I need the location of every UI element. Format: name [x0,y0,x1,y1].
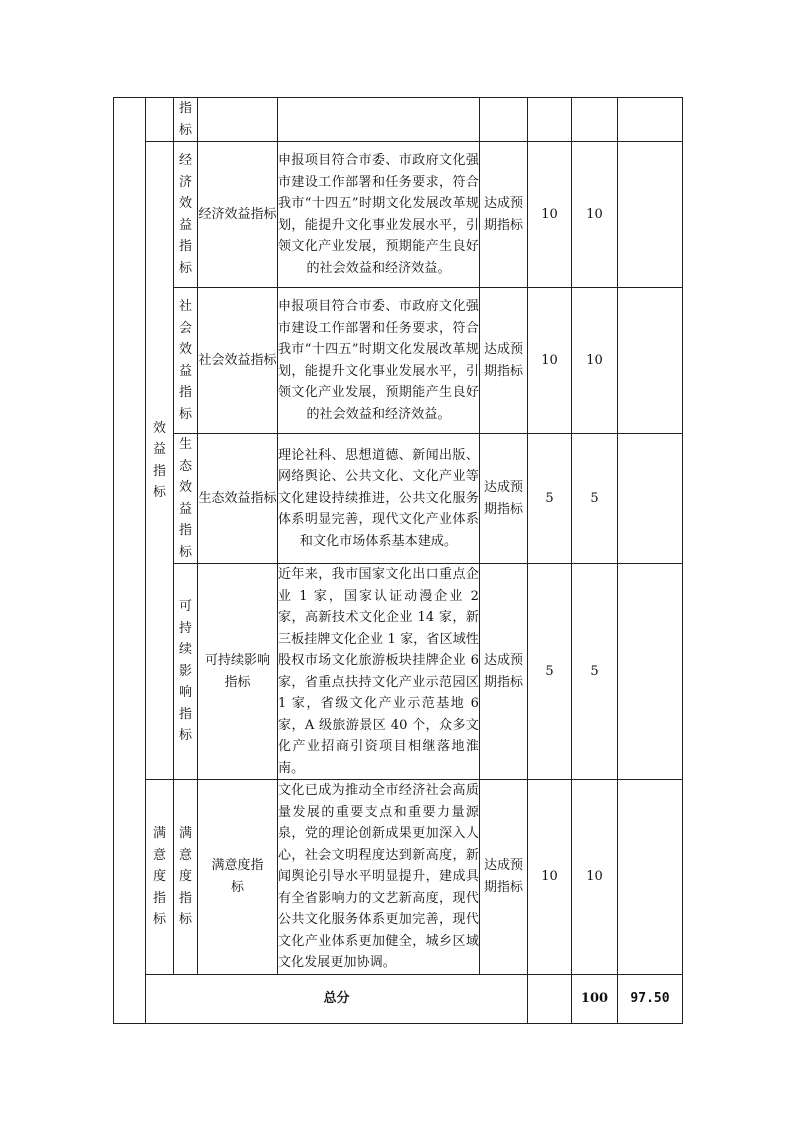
weight-cell: 10 [528,780,572,975]
table-row [114,98,683,142]
weight-cell [528,98,572,142]
indicator-cell: 满意度指标 [198,780,278,975]
weight-cell: 5 [528,564,572,780]
weight-cell: 10 [528,288,572,434]
indicator-cell: 生态效益指标 [198,434,278,564]
value-cell [528,974,572,1023]
remark-cell [618,564,683,780]
remark-cell [618,98,683,142]
table-row [114,564,683,780]
level2-cell: 满意度指标 [146,780,174,975]
level3-cell: 指标 [174,98,198,142]
level3-cell: 可持续影响指标 [174,564,198,780]
level2-cell-empty [146,98,174,142]
score-cell: 5 [572,434,618,564]
remark-cell [618,142,683,288]
indicator-cell [198,98,278,142]
value-cell: 达成预期指标 [480,288,528,434]
remark-cell [618,434,683,564]
score-cell [572,98,618,142]
level3-cell: 社会效益指标 [174,288,198,434]
table-row [114,142,683,288]
level3-cell: 经济效益指标 [174,142,198,288]
description-cell: 近年来，我市国家文化出口重点企业 1 家，国家认证动漫企业 2 家，高新技术文化企业 14 家，新三板挂牌文化企业 1 家，省区域性股权市场文化旅游板块挂牌企业 6 家，省重点扶持文化产业示范园区 1 家，省级文化产业示范基地 6 家，A 级旅游景区 40 个，众多文化产业招商引资项目相继落地淮南。 [278,564,480,780]
score-cell: 5 [572,564,618,780]
performance-table [113,97,683,1024]
score-cell: 10 [572,142,618,288]
description-cell: 理论社科、思想道德、新闻出版、网络舆论、公共文化、文化产业等文化建设持续推进，公共文化服务体系明显完善，现代文化产业体系和文化市场体系基本建成。 [278,434,480,564]
description-cell: 文化已成为推动全市经济社会高质量发展的重要支点和重要力量源泉，党的理论创新成果更加深入人心，社会文明程度达到新高度，新闻舆论引导水平明显提升，建成具有全省影响力的文艺新高度，现代公共文化服务体系更加完善，现代文化产业体系更加健全，城乡区域文化发展更加协调。 [278,780,480,975]
remark-cell [618,288,683,434]
total-score: 97.50 [618,974,683,1023]
score-cell: 10 [572,288,618,434]
remark-cell [618,780,683,975]
description-cell: 申报项目符合市委、市政府文化强市建设工作部署和任务要求，符合我市“十四五”时期文化发展改革规划，能提升文化事业发展水平，引领文化产业发展，预期能产生良好的社会效益和经济效益。 [278,288,480,434]
table-row [114,288,683,434]
total-row [114,974,683,1023]
description-cell [278,98,480,142]
table-row [114,434,683,564]
value-cell: 达成预期指标 [480,434,528,564]
value-cell: 达成预期指标 [480,142,528,288]
level3-cell: 满意度指标 [174,780,198,975]
value-cell: 达成预期指标 [480,564,528,780]
level3-cell: 生态效益指标 [174,434,198,564]
table-row [114,780,683,975]
level2-cell: 效益指标 [146,142,174,780]
score-cell: 10 [572,780,618,975]
total-label: 总分 [146,974,528,1023]
value-cell: 达成预期指标 [480,780,528,975]
level1-cell-empty [114,98,146,1024]
indicator-cell: 经济效益指标 [198,142,278,288]
weight-cell: 5 [528,434,572,564]
total-weight: 100 [572,974,618,1023]
weight-cell: 10 [528,142,572,288]
value-cell [480,98,528,142]
description-cell: 申报项目符合市委、市政府文化强市建设工作部署和任务要求，符合我市“十四五”时期文化发展改革规划，能提升文化事业发展水平，引领文化产业发展，预期能产生良好的社会效益和经济效益。 [278,142,480,288]
indicator-cell: 可持续影响指标 [198,564,278,780]
indicator-cell: 社会效益指标 [198,288,278,434]
